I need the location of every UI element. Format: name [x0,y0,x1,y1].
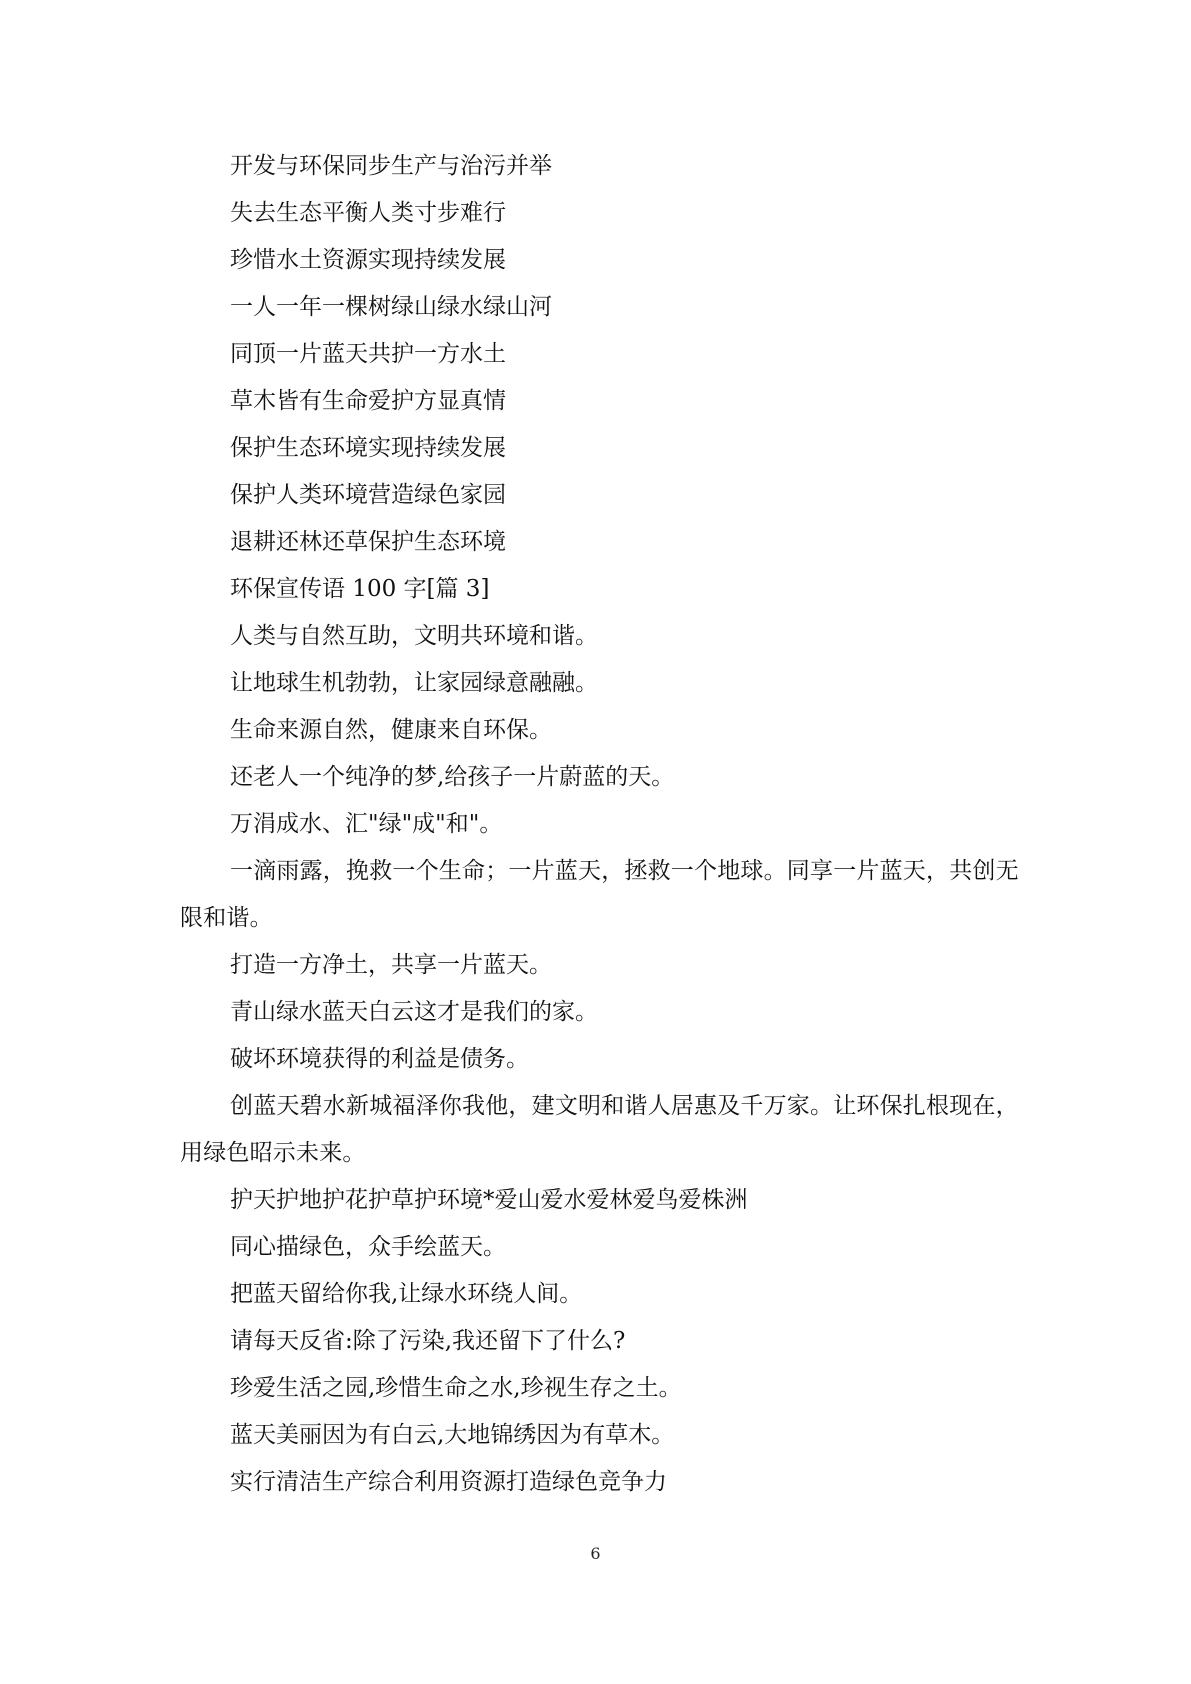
document-body [180,143,1020,1506]
text-line: 同顶一片蓝天共护一方水土 [230,341,506,367]
text-line: 破坏环境获得的利益是债务。 [230,1046,529,1072]
text-line: 万涓成水、汇"绿"成"和"。 [230,811,503,837]
text-line: 人类与自然互助，文明共环境和谐。 [230,623,598,649]
text-line: 开发与环保同步生产与治污并举 [230,153,552,179]
text-line: 保护人类环境营造绿色家园 [230,482,506,508]
text-line: 还老人一个纯净的梦,给孩子一片蔚蓝的天。 [230,764,675,790]
text-line: 保护生态环境实现持续发展 [230,435,506,461]
text-line: 蓝天美丽因为有白云,大地锦绣因为有草木。 [230,1422,675,1448]
text-line: 护天护地护花护草护环境*爱山爱水爱林爱鸟爱株洲 [230,1187,748,1213]
text-line: 失去生态平衡人类寸步难行 [230,200,506,226]
text-line: 青山绿水蓝天白云这才是我们的家。 [230,999,598,1025]
text-paragraph: 创蓝天碧水新城福泽你我他，建文明和谐人居惠及千万家。让环保扎根现在，用绿色昭示未来。 [180,1093,1019,1166]
text-line: 生命来源自然，健康来自环保。 [230,717,552,743]
text-line: 退耕还林还草保护生态环境 [230,529,506,555]
section-heading: 环保宣传语 100 字[篇 3] [230,576,490,602]
text-line: 草木皆有生命爱护方显真情 [230,388,506,414]
text-line: 实行清洁生产综合利用资源打造绿色竞争力 [230,1469,667,1495]
text-line: 请每天反省:除了污染,我还留下了什么? [230,1328,626,1354]
text-line: 打造一方净土，共享一片蓝天。 [230,952,552,978]
text-line: 珍爱生活之园,珍惜生命之水,珍视生存之土。 [230,1375,682,1401]
text-line: 把蓝天留给你我,让绿水环绕人间。 [230,1281,583,1307]
text-line: 珍惜水土资源实现持续发展 [230,247,506,273]
text-line: 让地球生机勃勃，让家园绿意融融。 [230,670,598,696]
page-number: 6 [590,1544,601,1563]
text-line: 同心描绿色，众手绘蓝天。 [230,1234,506,1260]
text-line: 一人一年一棵树绿山绿水绿山河 [230,294,552,320]
text-paragraph: 一滴雨露，挽救一个生命；一片蓝天，拯救一个地球。同享一片蓝天，共创无限和谐。 [180,858,1019,931]
